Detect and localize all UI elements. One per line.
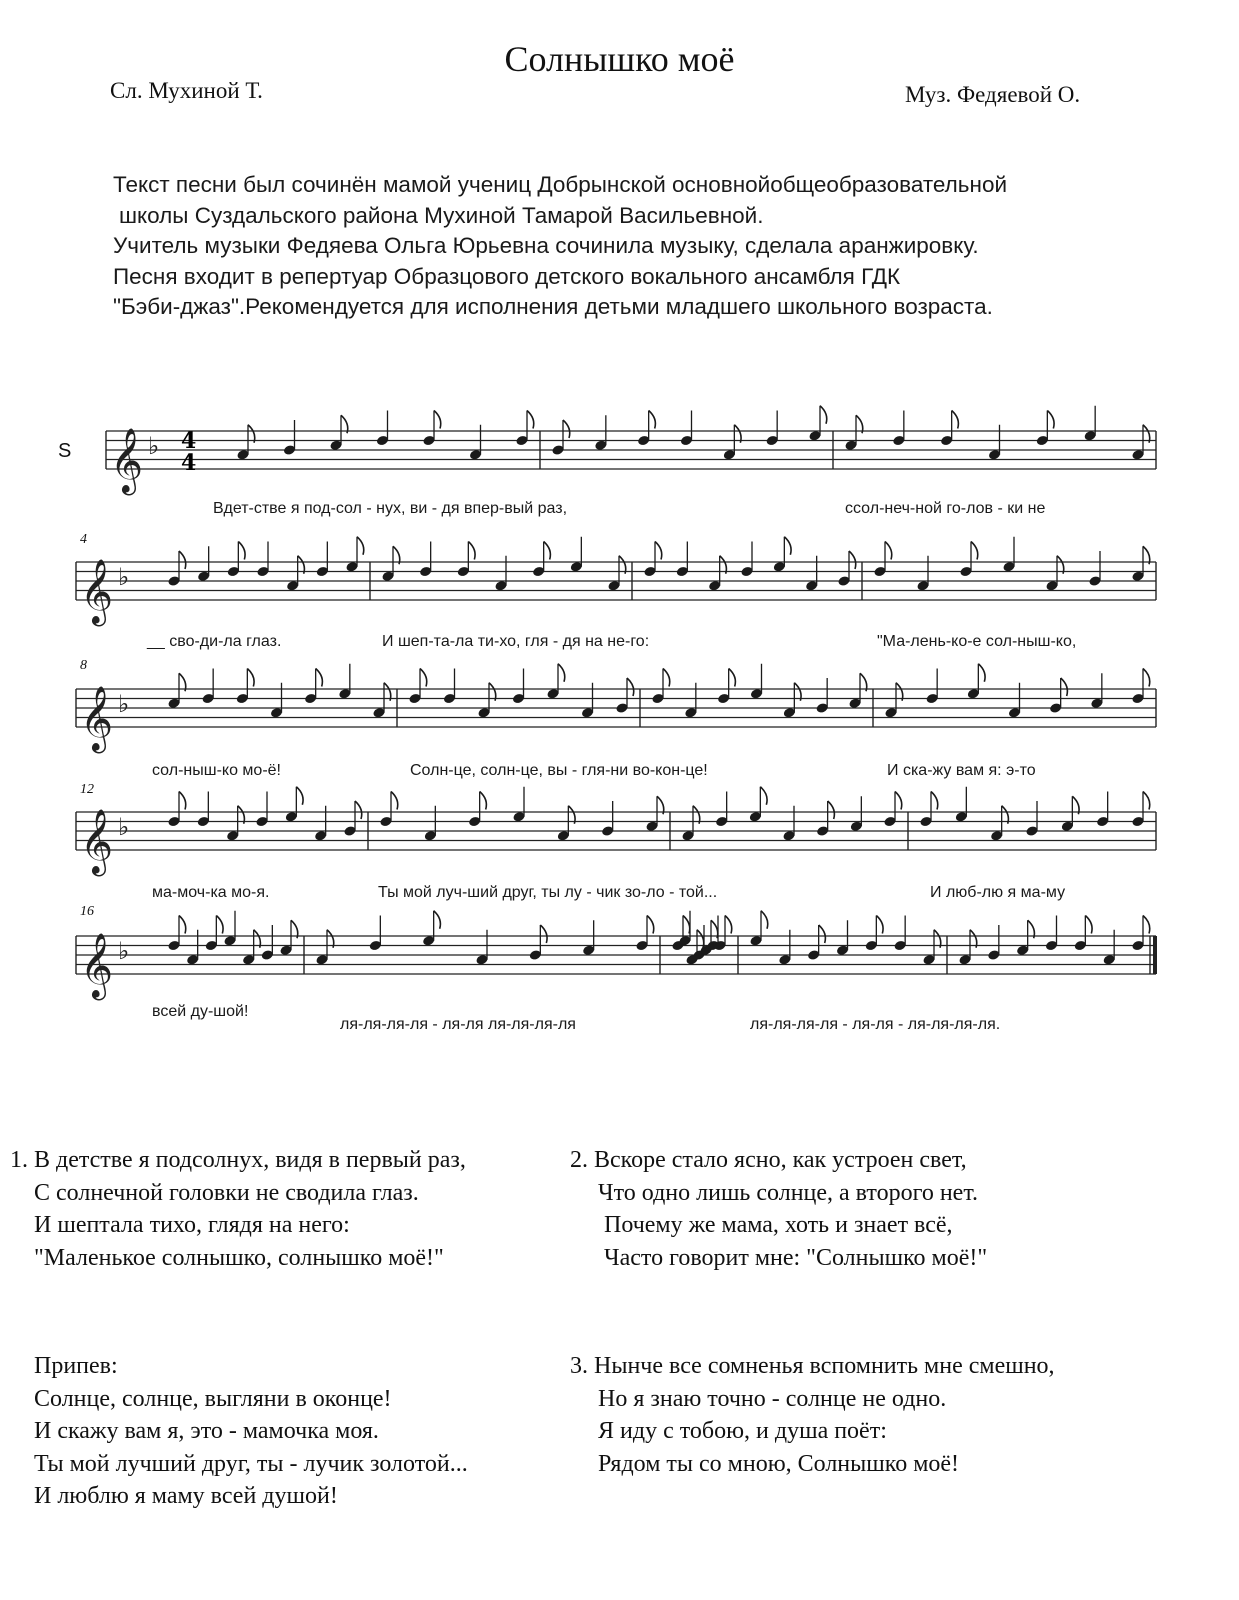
treble-clef-icon: 𝄞 xyxy=(80,686,114,751)
note-flag xyxy=(885,542,892,560)
verse-line: 2. Вскоре стало ясно, как устроен свет, xyxy=(570,1147,967,1173)
note-flag xyxy=(540,925,547,943)
note-flag xyxy=(296,787,303,805)
lyrics-line: ля-ля-ля-ля - ля-ля - ля-ля-ля-ля. xyxy=(750,1016,1001,1033)
verse-line: Рядом ты со мною, Солнышко моё! xyxy=(598,1450,960,1477)
verse-line: 3. Нынче все сомненья вспомнить мне смешно, xyxy=(570,1353,1055,1379)
lyrics-line: Вдет-стве я под-сол - нух, ви - дя впер-вый раз, xyxy=(213,500,568,517)
intro-line: школы Суздальского района Мухиной Тамарой Васильевной. xyxy=(119,202,764,228)
treble-clef-icon: 𝄞 xyxy=(80,809,114,874)
lyrics-line: сол-ныш-ко мо-ё! xyxy=(152,762,281,779)
note-flag xyxy=(760,787,767,805)
time-signature-top: 4 xyxy=(181,428,197,454)
note-flag xyxy=(558,664,565,682)
verse-line: Почему же мама, хоть и знает всё, xyxy=(604,1212,953,1238)
verse-line: Часто говорит мне: "Солнышко моё!" xyxy=(604,1244,988,1271)
lyrics-line: Ты мой луч-ший друг, ты лу - чик зо-ло - той... xyxy=(378,884,718,901)
note-flag xyxy=(683,916,690,934)
note-flag xyxy=(316,669,323,687)
note-flag xyxy=(876,916,883,934)
note-flag xyxy=(179,551,186,569)
lyrics-line: Солн-це, солн-це, вы - гля-ни во-кон-це! xyxy=(410,762,708,779)
treble-clef-icon: 𝄞 xyxy=(110,428,144,493)
note-flag xyxy=(828,801,835,819)
final-barline xyxy=(1153,936,1157,974)
lyrics-line: всей ду-шой! xyxy=(152,1003,249,1020)
note-flag xyxy=(1143,916,1150,934)
note-flag xyxy=(420,669,427,687)
note-flag xyxy=(391,792,398,810)
note-flag xyxy=(849,551,856,569)
measure-number: 12 xyxy=(80,782,94,797)
lyrics-line: ля-ля-ля-ля - ля-ля ля-ля-ля-ля xyxy=(340,1016,576,1033)
verse-line: 1. В детстве я подсолнух, видя в первый раз, xyxy=(10,1147,466,1173)
note-flag xyxy=(663,669,670,687)
flat-key-signature-icon: ♭ xyxy=(148,432,160,460)
note-flag xyxy=(978,664,985,682)
notes xyxy=(167,406,1149,966)
note-flag xyxy=(725,916,732,934)
verse-2 xyxy=(570,1144,987,1274)
note-flag xyxy=(216,916,223,934)
note-flag xyxy=(784,537,791,555)
verse-1 xyxy=(10,1144,466,1274)
note-flag xyxy=(179,916,186,934)
lyrics-line: __ сво-ди-ла глаз. xyxy=(147,633,282,650)
note-flag xyxy=(729,669,736,687)
note-flag xyxy=(357,537,364,555)
chorus-heading: Припев: xyxy=(34,1353,118,1379)
note-flag xyxy=(761,911,768,929)
note-flag xyxy=(238,542,245,560)
measure-number: 16 xyxy=(80,904,94,919)
chorus-line: Солнце, солнце, выгляни в оконце! xyxy=(34,1385,392,1412)
verse-line: И шептала тихо, глядя на него: xyxy=(34,1212,350,1238)
note-flag xyxy=(649,411,656,429)
time-signature-bottom: 4 xyxy=(181,450,197,476)
lyrics-line: И люб-лю я ма-му xyxy=(930,884,1066,901)
note-flag xyxy=(1143,669,1150,687)
lyrics-line: "Ма-лень-ко-е сол-ныш-ко, xyxy=(877,633,1077,650)
intro-line: Песня входит в репертуар Образцового детского вокального ансамбля ГДК xyxy=(113,263,901,289)
note-flag xyxy=(627,678,634,696)
note-flag xyxy=(819,925,826,943)
note-flag xyxy=(1085,916,1092,934)
composer-credit: Муз. Федяевой О. xyxy=(905,82,1081,107)
flat-key-signature-icon: ♭ xyxy=(118,813,130,841)
verse-3 xyxy=(570,1350,1055,1480)
note-flag xyxy=(647,916,654,934)
note-flag xyxy=(895,792,902,810)
chorus-line: И скажу вам я, это - мамочка моя. xyxy=(34,1418,379,1444)
note-flag xyxy=(1143,792,1150,810)
note-flag xyxy=(1061,678,1068,696)
note-flag xyxy=(434,411,441,429)
lyricist-credit: Сл. Мухиной Т. xyxy=(110,78,263,103)
note-flag xyxy=(931,792,938,810)
note-flag xyxy=(468,542,475,560)
note-flag xyxy=(247,669,254,687)
treble-clef-icon: 𝄞 xyxy=(80,933,114,998)
verse-line: Но я знаю точно - солнце не одно. xyxy=(598,1385,947,1412)
note-flag xyxy=(820,406,827,424)
note-flag xyxy=(544,542,551,560)
note-flag xyxy=(179,792,186,810)
note-flag xyxy=(527,411,534,429)
lyrics-line: И шеп-та-ла ти-хо, гля - дя на не-го: xyxy=(382,633,650,650)
verse-line: "Маленькое солнышко, солнышко моё!" xyxy=(34,1244,444,1271)
note-flag xyxy=(434,911,441,929)
treble-clef-icon: 𝄞 xyxy=(80,559,114,624)
note-flag xyxy=(563,420,570,438)
measure-number: 4 xyxy=(80,532,87,547)
note-flag xyxy=(655,542,662,560)
chorus-line: Ты мой лучший друг, ты - лучик золотой... xyxy=(34,1450,468,1477)
flat-key-signature-icon: ♭ xyxy=(118,690,130,718)
chorus xyxy=(34,1350,468,1513)
note-flag xyxy=(480,792,487,810)
voice-label: S xyxy=(58,440,72,462)
verse-line: Что одно лишь солнце, а второго нет. xyxy=(598,1179,979,1206)
flat-key-signature-icon: ♭ xyxy=(118,563,130,591)
note-flag xyxy=(952,411,959,429)
note-flag xyxy=(355,801,362,819)
lyrics-line: И ска-жу вам я: э-то xyxy=(887,762,1036,779)
note-flag xyxy=(971,542,978,560)
lyrics-line: ма-моч-ка мо-я. xyxy=(152,884,270,901)
chorus-line: И люблю я маму всей душой! xyxy=(34,1483,338,1509)
verse-line: Я иду с тобою, и душа поёт: xyxy=(598,1418,887,1444)
note-flag xyxy=(1047,411,1054,429)
flat-key-signature-icon: ♭ xyxy=(118,937,130,965)
lyrics-line: ссол-неч-ной го-лов - ки не xyxy=(845,500,1046,517)
song-title: Солнышко моё xyxy=(504,39,735,79)
verse-line: С солнечной головки не сводила глаз. xyxy=(34,1179,419,1206)
measure-number: 8 xyxy=(80,658,87,673)
intro-line: Учитель музыки Федяева Ольга Юрьевна сочинила музыку, сделала аранжировку. xyxy=(113,233,979,258)
intro-line: Текст песни был сочинён мамой учениц Добрынской основнойобщеобразовательной xyxy=(113,172,1008,197)
intro-line: "Бэби-джаз".Рекомендуется для исполнения детьми младшего школьного возраста. xyxy=(113,294,993,319)
